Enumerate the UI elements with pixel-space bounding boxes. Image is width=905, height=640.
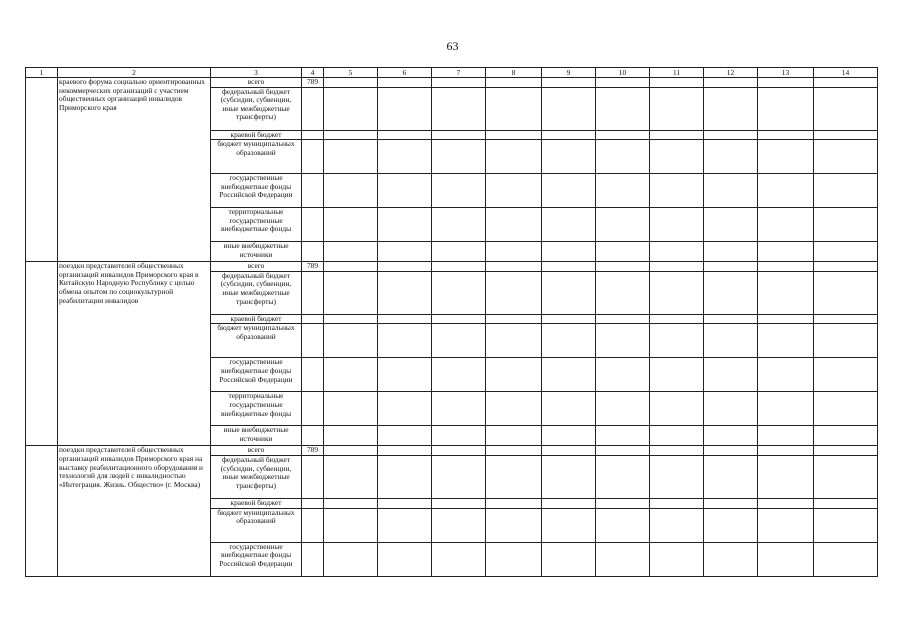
value-cell-col-12	[704, 358, 758, 392]
value-cell-col-14	[814, 324, 878, 358]
column-number-4: 4	[302, 68, 324, 78]
value-cell-col-10	[596, 78, 650, 88]
value-cell-col-7	[432, 78, 486, 88]
value-cell-col-10	[596, 262, 650, 272]
value-cell-col-7	[432, 508, 486, 542]
value-cell-col-5	[324, 358, 378, 392]
value-cell-col-10	[596, 426, 650, 446]
funding-source: бюджет муниципальных образований	[211, 324, 302, 358]
value-cell-col-5	[324, 78, 378, 88]
row-number-cell	[26, 262, 58, 446]
value-cell-col-8	[486, 140, 542, 174]
value-cell-col-8	[486, 498, 542, 508]
budget-code	[302, 508, 324, 542]
funding-source: всего	[211, 446, 302, 456]
value-cell-col-13	[758, 498, 814, 508]
budget-code	[302, 358, 324, 392]
funding-source: краевой бюджет	[211, 314, 302, 324]
value-cell-col-7	[432, 262, 486, 272]
column-number-7: 7	[432, 68, 486, 78]
value-cell-col-5	[324, 140, 378, 174]
value-cell-col-7	[432, 392, 486, 426]
value-cell-col-9	[542, 446, 596, 456]
value-cell-col-5	[324, 174, 378, 208]
value-cell-col-14	[814, 174, 878, 208]
value-cell-col-14	[814, 498, 878, 508]
value-cell-col-9	[542, 324, 596, 358]
value-cell-col-12	[704, 208, 758, 242]
value-cell-col-10	[596, 324, 650, 358]
value-cell-col-12	[704, 446, 758, 456]
value-cell-col-6	[378, 426, 432, 446]
event-description: краевого форума социально ориентированных некоммерческих организаций с участием общественных организаций инвалидов Приморского края	[58, 78, 211, 262]
value-cell-col-12	[704, 242, 758, 262]
value-cell-col-6	[378, 87, 432, 130]
value-cell-col-12	[704, 262, 758, 272]
event-description: поездки представителей общественных организаций инвалидов Приморского края в Китайскую Народную Республику с целью обмена опытом по социокультурной реабилитации инвалидов	[58, 262, 211, 446]
value-cell-col-8	[486, 130, 542, 140]
value-cell-col-11	[650, 271, 704, 314]
value-cell-col-9	[542, 271, 596, 314]
value-cell-col-9	[542, 78, 596, 88]
funding-source: федеральный бюджет (субсидии, субвенции, иные межбюджетные трансферты)	[211, 455, 302, 498]
value-cell-col-10	[596, 508, 650, 542]
funding-source: бюджет муниципальных образований	[211, 140, 302, 174]
value-cell-col-5	[324, 208, 378, 242]
value-cell-col-9	[542, 140, 596, 174]
budget-code	[302, 87, 324, 130]
budget-code	[302, 498, 324, 508]
value-cell-col-10	[596, 455, 650, 498]
value-cell-col-8	[486, 174, 542, 208]
value-cell-col-12	[704, 130, 758, 140]
table-row	[26, 78, 878, 88]
column-number-14: 14	[814, 68, 878, 78]
value-cell-col-12	[704, 87, 758, 130]
column-number-8: 8	[486, 68, 542, 78]
value-cell-col-5	[324, 130, 378, 140]
value-cell-col-11	[650, 392, 704, 426]
value-cell-col-6	[378, 174, 432, 208]
value-cell-col-13	[758, 87, 814, 130]
value-cell-col-11	[650, 542, 704, 576]
value-cell-col-12	[704, 426, 758, 446]
column-number-11: 11	[650, 68, 704, 78]
budget-code: 789	[302, 446, 324, 456]
value-cell-col-7	[432, 242, 486, 262]
value-cell-col-14	[814, 78, 878, 88]
value-cell-col-13	[758, 242, 814, 262]
column-number-1: 1	[26, 68, 58, 78]
column-number-9: 9	[542, 68, 596, 78]
value-cell-col-14	[814, 271, 878, 314]
budget-code	[302, 314, 324, 324]
value-cell-col-8	[486, 208, 542, 242]
budget-code	[302, 208, 324, 242]
value-cell-col-8	[486, 358, 542, 392]
value-cell-col-5	[324, 426, 378, 446]
value-cell-col-14	[814, 208, 878, 242]
value-cell-col-7	[432, 208, 486, 242]
funding-source: иные внебюджетные источники	[211, 426, 302, 446]
value-cell-col-6	[378, 446, 432, 456]
row-number-cell	[26, 78, 58, 262]
value-cell-col-11	[650, 426, 704, 446]
value-cell-col-12	[704, 314, 758, 324]
value-cell-col-10	[596, 498, 650, 508]
value-cell-col-10	[596, 87, 650, 130]
budget-code	[302, 542, 324, 576]
value-cell-col-7	[432, 426, 486, 446]
funding-source: бюджет муниципальных образований	[211, 508, 302, 542]
value-cell-col-6	[378, 498, 432, 508]
value-cell-col-10	[596, 446, 650, 456]
value-cell-col-7	[432, 271, 486, 314]
value-cell-col-10	[596, 242, 650, 262]
value-cell-col-11	[650, 498, 704, 508]
value-cell-col-10	[596, 392, 650, 426]
value-cell-col-5	[324, 262, 378, 272]
value-cell-col-6	[378, 324, 432, 358]
column-number-6: 6	[378, 68, 432, 78]
value-cell-col-9	[542, 208, 596, 242]
value-cell-col-7	[432, 314, 486, 324]
value-cell-col-6	[378, 130, 432, 140]
value-cell-col-11	[650, 78, 704, 88]
value-cell-col-6	[378, 542, 432, 576]
value-cell-col-13	[758, 446, 814, 456]
value-cell-col-11	[650, 262, 704, 272]
value-cell-col-6	[378, 140, 432, 174]
column-number-13: 13	[758, 68, 814, 78]
budget-code	[302, 392, 324, 426]
value-cell-col-5	[324, 498, 378, 508]
value-cell-col-14	[814, 130, 878, 140]
value-cell-col-9	[542, 87, 596, 130]
funding-source: краевой бюджет	[211, 498, 302, 508]
value-cell-col-10	[596, 271, 650, 314]
value-cell-col-10	[596, 130, 650, 140]
budget-code	[302, 455, 324, 498]
value-cell-col-9	[542, 542, 596, 576]
value-cell-col-11	[650, 87, 704, 130]
value-cell-col-12	[704, 78, 758, 88]
value-cell-col-5	[324, 508, 378, 542]
value-cell-col-6	[378, 508, 432, 542]
funding-source: территориальные государственные внебюджетные фонды	[211, 208, 302, 242]
value-cell-col-10	[596, 140, 650, 174]
value-cell-col-11	[650, 140, 704, 174]
budget-code: 789	[302, 78, 324, 88]
value-cell-col-13	[758, 140, 814, 174]
value-cell-col-14	[814, 542, 878, 576]
value-cell-col-11	[650, 130, 704, 140]
value-cell-col-6	[378, 392, 432, 426]
value-cell-col-8	[486, 446, 542, 456]
value-cell-col-8	[486, 455, 542, 498]
value-cell-col-12	[704, 455, 758, 498]
value-cell-col-7	[432, 174, 486, 208]
value-cell-col-11	[650, 455, 704, 498]
value-cell-col-10	[596, 208, 650, 242]
value-cell-col-11	[650, 242, 704, 262]
value-cell-col-14	[814, 262, 878, 272]
value-cell-col-5	[324, 271, 378, 314]
value-cell-col-14	[814, 242, 878, 262]
page-number: 63	[446, 39, 459, 53]
budget-code	[302, 271, 324, 314]
value-cell-col-5	[324, 314, 378, 324]
value-cell-col-13	[758, 324, 814, 358]
value-cell-col-7	[432, 542, 486, 576]
value-cell-col-11	[650, 208, 704, 242]
value-cell-col-13	[758, 426, 814, 446]
value-cell-col-14	[814, 140, 878, 174]
funding-source: федеральный бюджет (субсидии, субвенции, иные межбюджетные трансферты)	[211, 87, 302, 130]
value-cell-col-14	[814, 87, 878, 130]
budget-code	[302, 174, 324, 208]
value-cell-col-8	[486, 262, 542, 272]
value-cell-col-13	[758, 455, 814, 498]
value-cell-col-5	[324, 324, 378, 358]
value-cell-col-9	[542, 130, 596, 140]
value-cell-col-13	[758, 392, 814, 426]
value-cell-col-13	[758, 314, 814, 324]
value-cell-col-13	[758, 174, 814, 208]
value-cell-col-11	[650, 446, 704, 456]
funding-source: всего	[211, 78, 302, 88]
value-cell-col-9	[542, 174, 596, 208]
budget-code: 789	[302, 262, 324, 272]
value-cell-col-5	[324, 87, 378, 130]
value-cell-col-9	[542, 242, 596, 262]
value-cell-col-8	[486, 542, 542, 576]
value-cell-col-9	[542, 498, 596, 508]
value-cell-col-7	[432, 87, 486, 130]
value-cell-col-8	[486, 87, 542, 130]
funding-source: иные внебюджетные источники	[211, 242, 302, 262]
value-cell-col-5	[324, 392, 378, 426]
value-cell-col-8	[486, 392, 542, 426]
value-cell-col-9	[542, 392, 596, 426]
value-cell-col-13	[758, 271, 814, 314]
value-cell-col-12	[704, 271, 758, 314]
value-cell-col-10	[596, 174, 650, 208]
value-cell-col-6	[378, 78, 432, 88]
value-cell-col-8	[486, 271, 542, 314]
funding-source: государственные внебюджетные фонды Российской Федерации	[211, 174, 302, 208]
budget-code	[302, 324, 324, 358]
funding-source: федеральный бюджет (субсидии, субвенции, иные межбюджетные трансферты)	[211, 271, 302, 314]
table-row	[26, 446, 878, 456]
column-number-row	[26, 68, 878, 78]
row-number-cell	[26, 446, 58, 576]
value-cell-col-12	[704, 324, 758, 358]
value-cell-col-9	[542, 508, 596, 542]
value-cell-col-9	[542, 358, 596, 392]
value-cell-col-5	[324, 455, 378, 498]
value-cell-col-7	[432, 140, 486, 174]
value-cell-col-7	[432, 498, 486, 508]
value-cell-col-12	[704, 174, 758, 208]
event-description: поездки представителей общественных организаций инвалидов Приморского края на выставку реабилитационного оборудования и технологий для людей с инвалидностью «Интеграция. Жизнь. Общество» (г. Москва)	[58, 446, 211, 576]
value-cell-col-13	[758, 130, 814, 140]
column-number-2: 2	[58, 68, 211, 78]
budget-code	[302, 140, 324, 174]
value-cell-col-10	[596, 314, 650, 324]
value-cell-col-7	[432, 358, 486, 392]
column-number-3: 3	[211, 68, 302, 78]
value-cell-col-11	[650, 174, 704, 208]
value-cell-col-14	[814, 446, 878, 456]
value-cell-col-5	[324, 542, 378, 576]
value-cell-col-12	[704, 542, 758, 576]
value-cell-col-9	[542, 314, 596, 324]
value-cell-col-8	[486, 314, 542, 324]
value-cell-col-13	[758, 208, 814, 242]
value-cell-col-12	[704, 508, 758, 542]
budget-code	[302, 426, 324, 446]
budget-code	[302, 130, 324, 140]
value-cell-col-11	[650, 314, 704, 324]
value-cell-col-13	[758, 78, 814, 88]
value-cell-col-14	[814, 508, 878, 542]
value-cell-col-14	[814, 455, 878, 498]
value-cell-col-6	[378, 314, 432, 324]
column-number-12: 12	[704, 68, 758, 78]
value-cell-col-6	[378, 455, 432, 498]
funding-source: территориальные государственные внебюджетные фонды	[211, 392, 302, 426]
value-cell-col-7	[432, 324, 486, 358]
funding-source: государственные внебюджетные фонды Российской Федерации	[211, 358, 302, 392]
value-cell-col-13	[758, 542, 814, 576]
column-number-5: 5	[324, 68, 378, 78]
value-cell-col-8	[486, 324, 542, 358]
value-cell-col-6	[378, 358, 432, 392]
value-cell-col-8	[486, 426, 542, 446]
value-cell-col-10	[596, 542, 650, 576]
funding-source: всего	[211, 262, 302, 272]
value-cell-col-14	[814, 426, 878, 446]
value-cell-col-11	[650, 508, 704, 542]
column-number-10: 10	[596, 68, 650, 78]
table-body	[26, 78, 878, 577]
value-cell-col-11	[650, 324, 704, 358]
value-cell-col-6	[378, 242, 432, 262]
value-cell-col-13	[758, 508, 814, 542]
value-cell-col-8	[486, 78, 542, 88]
value-cell-col-14	[814, 392, 878, 426]
value-cell-col-5	[324, 242, 378, 262]
value-cell-col-9	[542, 262, 596, 272]
value-cell-col-10	[596, 358, 650, 392]
value-cell-col-7	[432, 130, 486, 140]
value-cell-col-9	[542, 455, 596, 498]
value-cell-col-9	[542, 426, 596, 446]
value-cell-col-12	[704, 498, 758, 508]
budget-table	[25, 67, 878, 577]
funding-source: краевой бюджет	[211, 130, 302, 140]
value-cell-col-14	[814, 358, 878, 392]
value-cell-col-8	[486, 242, 542, 262]
value-cell-col-14	[814, 314, 878, 324]
value-cell-col-13	[758, 262, 814, 272]
table-row	[26, 262, 878, 272]
value-cell-col-6	[378, 262, 432, 272]
value-cell-col-6	[378, 208, 432, 242]
value-cell-col-8	[486, 508, 542, 542]
value-cell-col-5	[324, 446, 378, 456]
funding-source: государственные внебюджетные фонды Российской Федерации	[211, 542, 302, 576]
value-cell-col-11	[650, 358, 704, 392]
value-cell-col-7	[432, 455, 486, 498]
value-cell-col-6	[378, 271, 432, 314]
value-cell-col-7	[432, 446, 486, 456]
budget-code	[302, 242, 324, 262]
value-cell-col-12	[704, 140, 758, 174]
value-cell-col-13	[758, 358, 814, 392]
value-cell-col-12	[704, 392, 758, 426]
